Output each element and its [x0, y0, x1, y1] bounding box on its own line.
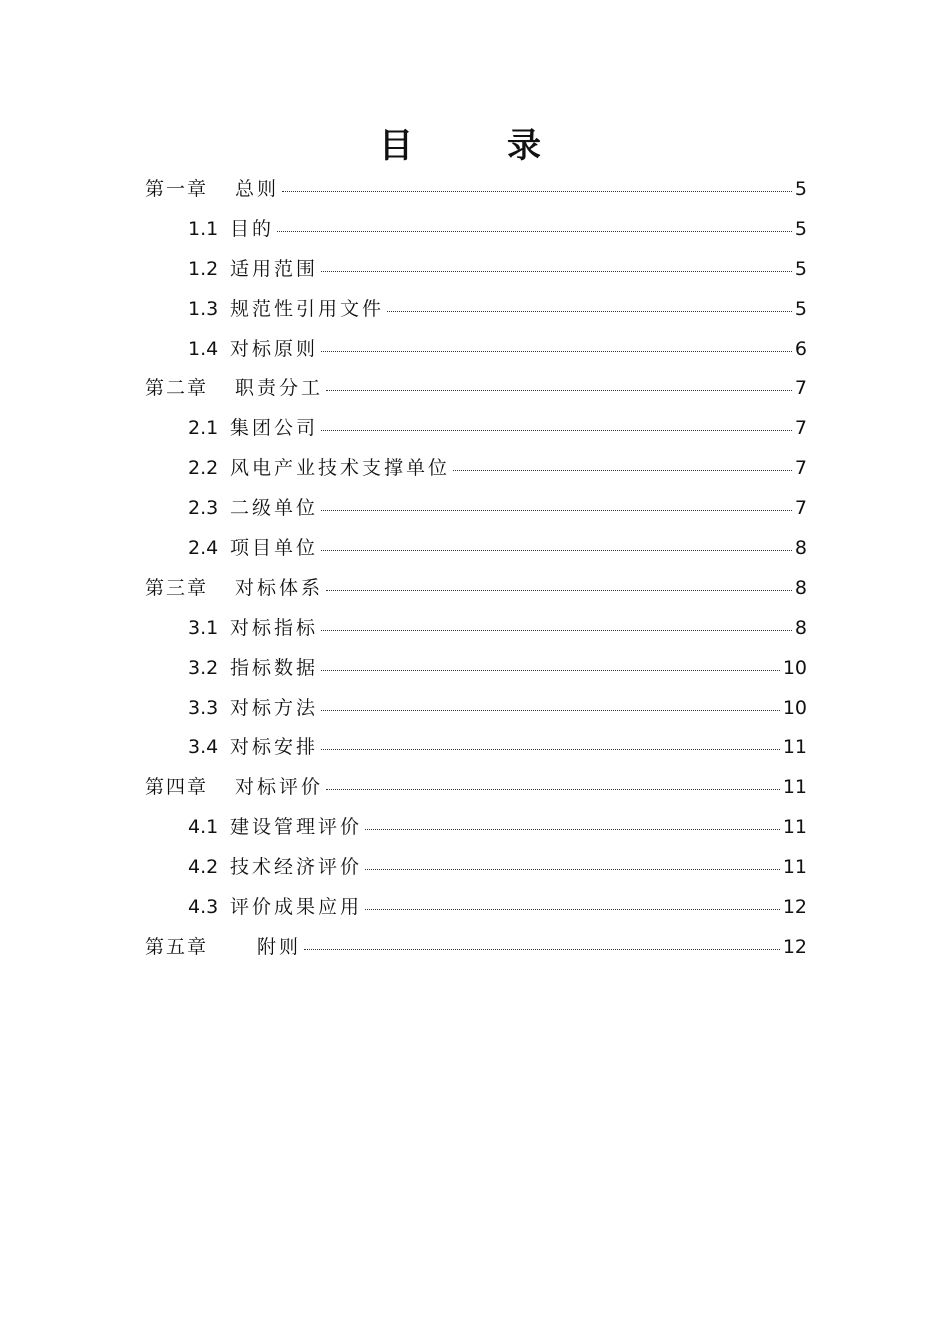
entry-title: 总则 [235, 178, 280, 200]
dot-leader [321, 550, 792, 551]
dot-leader [321, 510, 792, 511]
dot-leader [277, 231, 792, 232]
entry-page-number: 5 [794, 217, 807, 240]
entry-number: 3.3 [188, 696, 219, 719]
entry-page-number: 10 [782, 696, 807, 719]
entry-page-number: 12 [782, 896, 807, 919]
dot-leader [387, 311, 792, 312]
toc-section-entry[interactable] [145, 493, 807, 533]
dot-leader [321, 710, 780, 711]
toc-chapter-entry[interactable] [145, 174, 807, 214]
entry-page-number: 8 [794, 576, 807, 599]
toc-section-entry[interactable] [145, 294, 807, 334]
dot-leader [365, 829, 780, 830]
entry-page-number: 7 [794, 497, 807, 520]
entry-title: 对标安排 [230, 736, 319, 759]
toc-chapter-entry[interactable] [145, 573, 807, 613]
entry-title: 对标方法 [230, 696, 319, 719]
entry-title: 规范性引用文件 [230, 297, 385, 320]
entry-number: 3.2 [188, 656, 219, 679]
entry-title: 目的 [230, 217, 275, 240]
entry-page-number: 12 [782, 935, 807, 958]
entry-page-number: 5 [794, 178, 807, 200]
toc-chapter-entry[interactable] [145, 772, 807, 812]
entry-title: 二级单位 [230, 497, 319, 520]
dot-leader [326, 590, 792, 591]
entry-title: 对标指标 [230, 616, 319, 639]
entry-title: 评价成果应用 [230, 896, 363, 919]
entry-title: 对标原则 [230, 337, 319, 360]
toc-chapter-entry[interactable] [145, 932, 807, 972]
entry-title: 集团公司 [230, 417, 319, 440]
entry-page-number: 7 [794, 457, 807, 480]
entry-number: 第一章 [145, 178, 209, 200]
toc-chapter-entry[interactable] [145, 373, 807, 413]
toc-section-entry[interactable] [145, 812, 807, 852]
entry-page-number: 10 [782, 656, 807, 679]
entry-title: 职责分工 [235, 377, 324, 400]
entry-number: 第三章 [145, 576, 209, 599]
toc-section-entry[interactable] [145, 533, 807, 573]
dot-leader [321, 430, 792, 431]
entry-page-number: 11 [782, 776, 807, 799]
toc-section-entry[interactable] [145, 613, 807, 653]
entry-title: 指标数据 [230, 656, 319, 679]
entry-number: 3.1 [188, 616, 219, 639]
entry-title: 适用范围 [230, 257, 319, 280]
entry-number: 第四章 [145, 776, 209, 799]
dot-leader [453, 470, 792, 471]
entry-title: 建设管理评价 [230, 816, 363, 839]
entry-number: 2.1 [188, 417, 219, 440]
dot-leader [321, 670, 780, 671]
entry-page-number: 11 [782, 816, 807, 839]
dot-leader [282, 191, 792, 192]
entry-number: 4.1 [188, 816, 219, 839]
table-of-contents [145, 174, 807, 972]
entry-number: 1.3 [188, 297, 219, 320]
dot-leader [326, 390, 792, 391]
dot-leader [365, 869, 780, 870]
entry-page-number: 6 [794, 337, 807, 360]
entry-number: 1.1 [188, 217, 219, 240]
dot-leader [365, 909, 780, 910]
entry-title: 项目单位 [230, 537, 319, 560]
dot-leader [321, 271, 792, 272]
entry-number: 2.4 [188, 537, 219, 560]
entry-title: 附则 [257, 935, 302, 958]
entry-page-number: 8 [794, 537, 807, 560]
dot-leader [326, 789, 780, 790]
entry-title: 对标评价 [235, 776, 324, 799]
entry-number: 4.2 [188, 856, 219, 879]
toc-section-entry[interactable] [145, 852, 807, 892]
entry-number: 1.2 [188, 257, 219, 280]
dot-leader [321, 749, 780, 750]
entry-page-number: 5 [794, 297, 807, 320]
entry-title: 技术经济评价 [230, 856, 363, 879]
entry-number: 2.2 [188, 457, 219, 480]
entry-page-number: 5 [794, 257, 807, 280]
entry-number: 2.3 [188, 497, 219, 520]
toc-section-entry[interactable] [145, 693, 807, 733]
entry-number: 第二章 [145, 377, 209, 400]
entry-page-number: 7 [794, 377, 807, 400]
entry-number: 1.4 [188, 337, 219, 360]
toc-title: 目 录 [379, 126, 571, 166]
toc-section-entry[interactable] [145, 732, 807, 772]
dot-leader [321, 630, 792, 631]
entry-page-number: 7 [794, 417, 807, 440]
entry-number: 第五章 [145, 935, 209, 958]
entry-page-number: 11 [782, 736, 807, 759]
dot-leader [321, 351, 792, 352]
entry-title: 对标体系 [235, 576, 324, 599]
toc-section-entry[interactable] [145, 892, 807, 932]
toc-section-entry[interactable] [145, 653, 807, 693]
toc-section-entry[interactable] [145, 413, 807, 453]
entry-page-number: 11 [782, 856, 807, 879]
entry-page-number: 8 [794, 616, 807, 639]
entry-number: 4.3 [188, 896, 219, 919]
toc-section-entry[interactable] [145, 334, 807, 374]
dot-leader [304, 949, 780, 950]
toc-section-entry[interactable] [145, 254, 807, 294]
toc-section-entry[interactable] [145, 214, 807, 254]
entry-title: 风电产业技术支撑单位 [230, 457, 451, 480]
toc-section-entry[interactable] [145, 453, 807, 493]
entry-number: 3.4 [188, 736, 219, 759]
